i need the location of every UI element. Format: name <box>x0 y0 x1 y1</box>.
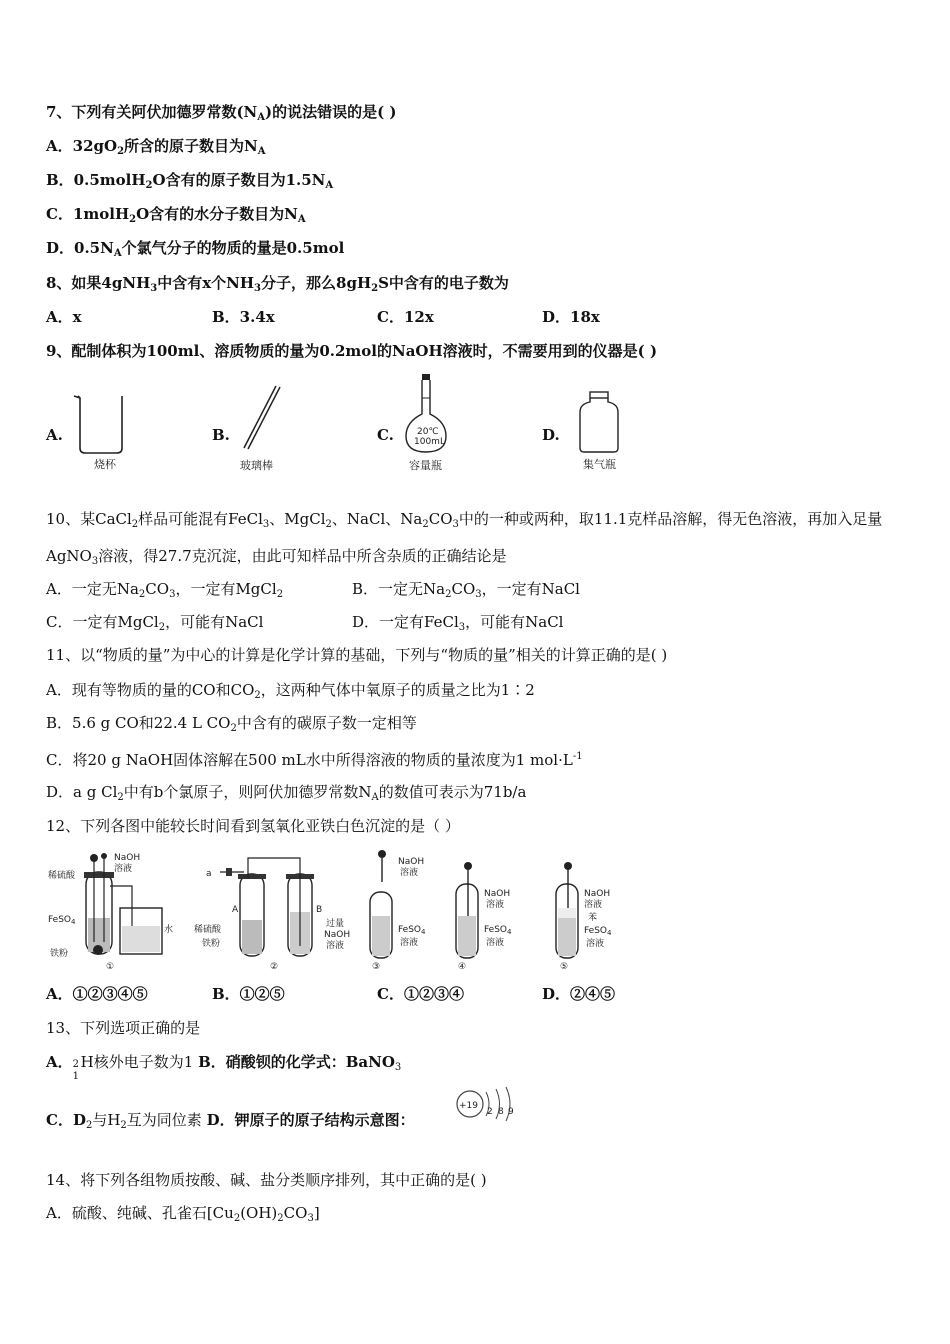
f1-acid-label: 稀硫酸 <box>48 871 76 881</box>
q10-option-d: D．一定有FeCl$_3$，可能有NaCl <box>352 613 564 633</box>
f1-iron-label: 铁粉 <box>50 949 69 959</box>
f1-feso4-label: FeSO$_4$ <box>48 915 76 926</box>
nucleus-charge: +19 <box>459 1101 478 1111</box>
shell-2-electrons: 8 <box>498 1107 504 1117</box>
f2-solution-label: 溶液 <box>326 941 345 951</box>
gas-jar-figure <box>576 390 636 475</box>
q9-letter-c: C. <box>377 426 394 444</box>
f5-solution-label: 溶液 <box>584 900 603 910</box>
f3-solution-label: 溶液 <box>400 868 419 878</box>
q14-stem: 14、将下列各组物质按酸、碱、盐分类顺序排列，其中正确的是( ) <box>46 1171 487 1189</box>
f3-feso4-label: FeSO$_4$ <box>398 925 426 936</box>
q11-option-d: D．a g $Cl_2$中有b个氯原子，则阿伏加德罗常数$N_A$的数值可表示为71b/a <box>46 783 527 803</box>
potassium-atom-diagram <box>452 1084 522 1124</box>
apparatus-5 <box>556 862 612 972</box>
q10-stem-line1: 10、某CaCl$_2$样品可能混有FeCl$_3$、MgCl$_2$、NaCl、$Na_2CO_3$中的一种或两种，取11.1克样品溶解，得无色溶液，再加入足量 <box>46 510 883 530</box>
f5-feso4-solution: 溶液 <box>586 939 605 949</box>
q9-letter-a: A. <box>46 426 63 444</box>
f4-naoh-label: NaOH <box>484 889 511 899</box>
q10-stem-line2: AgNO$_3$溶液，得27.7克沉淀，由此可知样品中所含杂质的正确结论是 <box>46 547 507 567</box>
q12-option-d: D．②④⑤ <box>542 985 616 1003</box>
q11-stem: 11、以“物质的量”为中心的计算是化学计算的基础，下列与“物质的量”相关的计算正确的是( ) <box>46 646 668 664</box>
q14-option-a: A．硫酸、纯碱、孔雀石$[Cu_2(OH)_2CO_3]$ <box>46 1204 320 1224</box>
q11-option-a: A．现有等物质的量的CO和$CO_2$，这两种气体中氧原子的质量之比为1∶2 <box>46 681 535 701</box>
q10-option-b: B．一定无$Na_2CO_3$，一定有NaCl <box>352 580 580 600</box>
q12-option-b: B．①②⑤ <box>212 985 285 1003</box>
glass-rod-figure <box>232 378 312 475</box>
apparatus-2 <box>194 858 350 972</box>
apparatus-3 <box>370 850 426 972</box>
volumetric-flask-figure <box>398 372 458 475</box>
q13-stem: 13、下列选项正确的是 <box>46 1019 201 1037</box>
f5-benzene-label: 苯 <box>588 913 598 923</box>
f4-solution-label: 溶液 <box>486 900 505 910</box>
q12-apparatus-figures <box>44 846 644 974</box>
q11-option-c: C．将20 g NaOH固体溶解在500 mL水中所得溶液的物质的量浓度为1 $mol\cdot L^{-1}$ <box>46 751 583 769</box>
q7-option-c: C．1molH$_2$O含有的水分子数目为$N_A$ <box>46 205 306 225</box>
f1-solution-label: 溶液 <box>114 864 133 874</box>
q9-letter-d: D. <box>542 426 560 444</box>
q12-option-a: A．①②③④⑤ <box>46 985 148 1003</box>
q7-option-a: A．$32gO_2$所含的原子数目为$N_A$ <box>46 137 266 157</box>
shell-1-electrons: 2 <box>487 1107 493 1117</box>
shell-3-electrons: 9 <box>508 1107 514 1117</box>
q7-stem: 7、下列有关阿伏加德罗常数$(N_A)$的说法错误的是( ) <box>46 103 397 123</box>
f5-feso4-label: FeSO$_4$ <box>584 926 612 937</box>
q9-stem: 9、配制体积为100ml、溶质物质的量为0.2mol的NaOH溶液时，不需要用到的仪器是( ) <box>46 342 658 360</box>
f1-naoh-label: NaOH <box>114 853 141 863</box>
f3-naoh-label: NaOH <box>398 857 425 867</box>
f2-A-label: A <box>232 905 239 915</box>
q13-option-ab: A． 2 1 H核外电子数为1 B．硝酸钡的化学式：BaNO$_3$ <box>46 1053 402 1082</box>
flask-caption: 容量瓶 <box>409 459 442 472</box>
f2-iron-label: 铁粉 <box>202 939 221 949</box>
f2-excess-label: 过量 <box>326 919 345 929</box>
q7-option-b: B．0.5molH$_2$O含有的原子数目为$1.5N_A$ <box>46 171 334 191</box>
f4-number: ④ <box>458 962 467 972</box>
f2-naoh-label: NaOH <box>324 930 351 940</box>
q8-option-c: C．12x <box>377 308 434 326</box>
q12-option-c: C．①②③④ <box>377 985 464 1003</box>
q11-option-b: B．5.6 g CO和22.4 L $CO_2$中含有的碳原子数一定相等 <box>46 714 417 734</box>
f4-feso4-label: FeSO$_4$ <box>484 925 512 936</box>
gas-jar-caption: 集气瓶 <box>583 458 616 471</box>
flask-temp-label: 20℃ <box>417 427 439 437</box>
glass-rod-caption: 玻璃棒 <box>240 459 273 472</box>
f3-number: ③ <box>372 962 381 972</box>
q13-option-cd: C．$D_2$与$H_2$互为同位素 D．钾原子的原子结构示意图： <box>46 1111 415 1131</box>
f2-a-label: a <box>206 869 212 879</box>
beaker-caption: 烧杯 <box>94 458 116 471</box>
q8-stem: 8、如果4gNH$_3$中含有x个$NH_3$分子，那么$8gH_2S$中含有的电子数为 <box>46 274 509 294</box>
f1-water-label: 水 <box>164 925 174 935</box>
f3-feso4-solution: 溶液 <box>400 938 419 948</box>
beaker-figure <box>72 390 142 475</box>
f4-feso4-solution: 溶液 <box>486 938 505 948</box>
q8-option-a: A．x <box>46 308 82 326</box>
f1-number: ① <box>106 962 115 972</box>
f5-number: ⑤ <box>560 962 569 972</box>
q8-option-d: D．18x <box>542 308 600 326</box>
f2-number: ② <box>270 962 279 972</box>
f2-B-label: B <box>316 905 323 915</box>
q12-stem: 12、下列各图中能较长时间看到氢氧化亚铁白色沉淀的是（ ） <box>46 817 460 835</box>
f2-acid-label: 稀硫酸 <box>194 925 222 935</box>
q9-letter-b: B. <box>212 426 230 444</box>
flask-volume-label: 100mL <box>414 437 445 447</box>
q10-option-a: A．一定无$Na_2CO_3$，一定有MgCl$_2$ <box>46 580 284 600</box>
q10-option-c: C．一定有MgCl$_2$，可能有NaCl <box>46 613 264 633</box>
apparatus-1 <box>48 853 173 972</box>
q7-option-d: D．$0.5N_A$个氯气分子的物质的量是0.5mol <box>46 239 345 259</box>
apparatus-4 <box>456 862 512 972</box>
q8-option-b: B．3.4x <box>212 308 275 326</box>
f5-naoh-label: NaOH <box>584 889 611 899</box>
